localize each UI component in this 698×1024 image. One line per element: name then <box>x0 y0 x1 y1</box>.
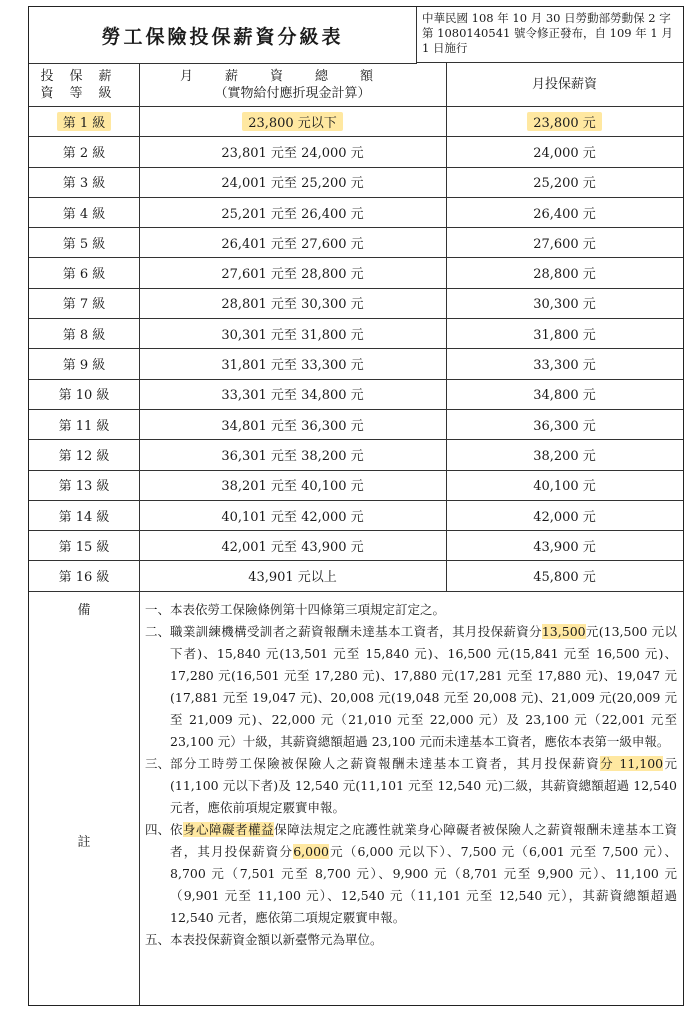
note-4: 四、 依身心障礙者權益保障法規定之庇護性就業身心障礙者被保險人之薪資報酬未達基本工資者，其月投保薪資分6,000元（6,000 元以下）、7,500 元（6,001 元至 7,500 元）、8,700 元（7,501 元至 8,700 元）、9,900 元（8,701 元至 9,900 元）、11,100 元（9,901 元至 11,100 元）、12,540 元（11,101 元至 12,540 元），其薪資總額超過 12,540 元者，應依第二項規定覈實申報。 <box>145 822 677 925</box>
insured-salary-cell: 34,800 元 <box>533 388 596 404</box>
insured-salary-cell: 36,300 元 <box>533 418 596 434</box>
salary-range-cell: 30,301 元至 31,800 元 <box>139 318 447 348</box>
header-insured: 月投保薪資 <box>531 77 597 92</box>
salary-range-cell: 36,301 元至 38,200 元 <box>139 439 447 469</box>
insured-salary-cell: 24,000 元 <box>533 145 596 161</box>
note-5: 五、 本表投保薪資金額以新臺幣元為單位。 <box>145 932 383 947</box>
salary-range-cell: 42,001 元至 43,900 元 <box>139 530 447 560</box>
table-row <box>29 197 683 228</box>
grade-cell: 第 1 級 <box>29 106 140 136</box>
salary-range-cell: 25,201 元至 26,400 元 <box>139 197 447 227</box>
table-row <box>29 348 683 379</box>
salary-range-cell: 27,601 元至 28,800 元 <box>139 258 447 288</box>
table-row <box>29 561 683 592</box>
insured-salary-cell: 33,300 元 <box>533 358 596 374</box>
note-3: 三、 部分工時勞工保險被保險人之薪資報酬未達基本工資者，其月投保薪資分 11,100元(11,100 元以下者)及 12,540 元(11,101 元至 12,540 元)二級，其薪資總額超過 12,540 元者，應依前項規定覈實申報。 <box>145 756 677 815</box>
grade-cell: 第 11 級 <box>29 409 140 439</box>
table-row <box>29 318 683 349</box>
insured-salary-cell: 27,600 元 <box>533 236 596 252</box>
salary-range-cell: 24,001 元至 25,200 元 <box>139 167 447 197</box>
table-row <box>29 409 683 440</box>
highlight-13500: 13,500 <box>541 624 586 639</box>
grade-cell: 第 5 級 <box>29 227 140 257</box>
table-row <box>29 227 683 258</box>
notes-body <box>145 599 677 951</box>
note-1: 一、 本表依勞工保險條例第十四條第三項規定訂定之。 <box>145 602 446 617</box>
insured-salary-cell: 42,000 元 <box>533 509 596 525</box>
notes-section <box>29 591 683 1005</box>
grade-cell: 第 2 級 <box>29 136 140 166</box>
insured-salary-cell: 40,100 元 <box>533 479 596 495</box>
grade-cell: 第 7 級 <box>29 288 140 318</box>
insured-salary-cell: 26,400 元 <box>533 206 596 222</box>
salary-range-cell: 23,801 元至 24,000 元 <box>139 136 447 166</box>
grade-cell: 第 4 級 <box>29 197 140 227</box>
header-total: 月薪資總額 （實物給付應折現金計算） <box>139 63 447 106</box>
highlight-disability-rights: 身心障礙者權益 <box>183 822 275 837</box>
salary-range-cell: 43,901 元以上 <box>139 561 447 591</box>
grade-cell: 第 6 級 <box>29 258 140 288</box>
table-row <box>29 106 683 137</box>
salary-range-cell: 26,401 元至 27,600 元 <box>139 227 447 257</box>
notes-label: 備 註 <box>29 591 140 1005</box>
table-row <box>29 167 683 198</box>
salary-range-cell: 33,301 元至 34,800 元 <box>139 379 447 409</box>
table-row <box>29 136 683 167</box>
salary-range-cell: 34,801 元至 36,300 元 <box>139 409 447 439</box>
grade-cell: 第 15 級 <box>29 530 140 560</box>
highlight-6000: 6,000 <box>293 844 329 859</box>
grade-cell: 第 16 級 <box>29 561 140 591</box>
salary-range-cell: 28,801 元至 30,300 元 <box>139 288 447 318</box>
table-row <box>29 379 683 410</box>
insured-salary-cell: 45,800 元 <box>533 570 596 586</box>
salary-range-cell: 40,101 元至 42,000 元 <box>139 500 447 530</box>
grade-cell: 第 13 級 <box>29 470 140 500</box>
table-row <box>29 500 683 531</box>
insured-salary-cell: 38,200 元 <box>533 448 596 464</box>
insurance-salary-table <box>28 6 684 1006</box>
decree-note: 中華民國 108 年 10 月 30 日勞動部勞動保 2 字第 1080140541 號令修正發布，自 109 年 1 月 1 日施行 <box>416 7 683 63</box>
insured-salary-cell: 31,800 元 <box>533 327 596 343</box>
insured-salary-cell: 43,900 元 <box>533 539 596 555</box>
table-row <box>29 439 683 470</box>
page-title: 勞工保險投保薪資分級表 <box>29 7 417 64</box>
table-row <box>29 258 683 289</box>
salary-range-cell: 31,801 元至 33,300 元 <box>139 348 447 378</box>
salary-range-cell: 23,800 元以下 <box>139 106 447 136</box>
grade-cell: 第 14 級 <box>29 500 140 530</box>
table-row <box>29 288 683 319</box>
insured-salary-cell: 25,200 元 <box>533 176 596 192</box>
insured-salary-cell: 28,800 元 <box>533 267 596 283</box>
insured-salary-cell: 23,800 元 <box>446 106 683 136</box>
grade-cell: 第 3 級 <box>29 167 140 197</box>
highlight-11100: 分 11,100 <box>600 756 664 771</box>
grade-cell: 第 8 級 <box>29 318 140 348</box>
table-row <box>29 530 683 561</box>
salary-range-cell: 38,201 元至 40,100 元 <box>139 470 447 500</box>
note-2: 二、 職業訓練機構受訓者之薪資報酬未達基本工資者，其月投保薪資分13,500元(13,500 元以下者)、15,840 元(13,501 元至 15,840 元)、16,500 元(15,841 元至 16,500 元)、17,280 元(16,501 元至 17,280 元)、17,880 元(17,281 元至 17,880 元)、19,047 元(17,881 元至 19,047 元)、20,008 元(19,048 元至 20,008 元)、21,009 元(20,009 元至 21,009 元)、22,000 元（21,010 元至 22,000 元）及 23,100 元（22,001 元至 23,100 元）十級，其薪資總額超過 23,100 元而未達基本工資者，應依本表第一級申報。 <box>145 624 677 749</box>
grade-cell: 第 9 級 <box>29 348 140 378</box>
table-row <box>29 470 683 501</box>
table-header <box>29 63 683 107</box>
header-grade: 投保薪 資等級 <box>29 63 140 106</box>
grade-cell: 第 10 級 <box>29 379 140 409</box>
grade-cell: 第 12 級 <box>29 439 140 469</box>
insured-salary-cell: 30,300 元 <box>533 297 596 313</box>
